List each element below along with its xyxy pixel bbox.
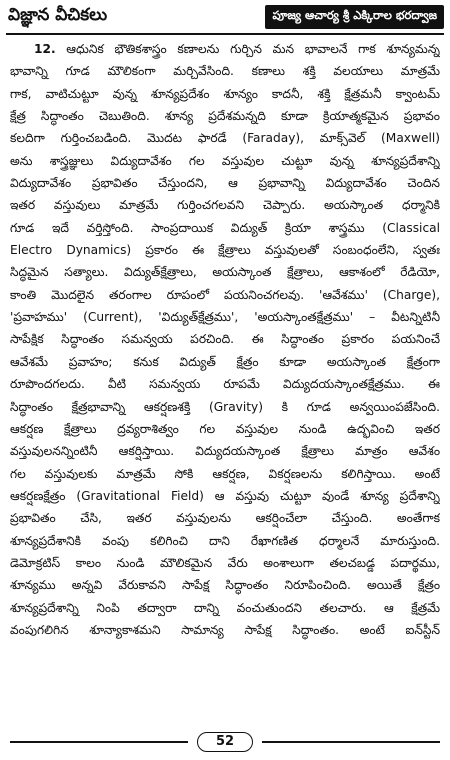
text-line: ఆకర్షణక్షేత్రం (Gravitational Field) ఆ వస్తువు చుట్టూ వుండే శూన్య ప్రదేశాన్ని	[10, 488, 440, 503]
paragraph-number: 12.	[34, 42, 56, 56]
text-line: 'ప్రవాహము' (Current), 'విద్యుత్‌క్షేత్రము', 'అయస్కాంతక్షేత్రము' – వీటన్నిటినీ	[10, 310, 440, 325]
author-badge: పూజ్య ఆచార్య శ్రీ ఎక్కిరాల భరద్వాజ	[265, 5, 444, 29]
text-line: కాంతి మొదలైన తరంగాల రూపంలో పయనించగలవు. 'ఆవేశము' (Charge),	[10, 287, 440, 302]
footer-divider-left	[10, 741, 188, 743]
text-line: ప్రభావితం చేసి, ఇతర వస్తువులను ఆకర్షించేలా చేస్తుంది. అంతేగాక	[10, 511, 440, 526]
text-line: క్షేత్ర సిద్ధాంతం చెబుతింది. శూన్య ప్రదేశమన్నది కూడా క్రియాత్మకమైన ప్రభావం	[10, 109, 440, 124]
text-line: వస్తువులనన్నింటినీ ఆకర్షిస్తాయి. విద్యుదయస్కాంత క్షేత్రాలు మాత్రం ఆవేశం	[10, 444, 440, 459]
text-line: ఇతర వస్తువులు మాత్రమే గుర్తించగలవని చెప్పారు. అయస్కాంత ధర్మానికి	[10, 198, 440, 213]
text-line: భావాన్ని గూడ మౌలికంగా మర్చివేసింది. కణాలు శక్తి వలయాలు మాత్రమే	[10, 64, 440, 79]
text-line: ఆవేశమే ప్రవాహం; కనుక విద్యుత్ క్షేత్రం కూడా అయస్కాంత క్షేత్రంగా	[10, 354, 440, 369]
text-line: విద్యుదావేశం ప్రభావితం చేస్తుందని, ఆ ప్రభావాన్ని విద్యుదావేశం చెందిన	[10, 176, 440, 191]
text-line: శూన్యము అన్నవి వేరుకావని సాపేక్ష సిద్ధాంతం నిరూపించింది. అయితే క్షేత్రం	[10, 578, 440, 593]
footer-divider-right	[262, 741, 440, 743]
text-line: కలదిగా గుర్తించబడింది. మొదట ఫారడే (Faraday), మాక్స్‌వెల్ (Maxwell)	[10, 131, 440, 146]
text-line: గూడ ఇదే వర్తిస్తోంది. సాంప్రదాయిక విద్యుత్ క్రియా శాస్త్రము (Classical	[10, 220, 440, 235]
text-line: Electro Dynamics) ప్రకారం ఈ క్షేత్రాలు వస్తువులతో సంబంధంలేని, స్వతః	[10, 243, 440, 258]
text-line: రూపొందగలదు. వీటి సమన్వయ రూపమే విద్యుదయస్కాంతక్షేత్రము. ఈ	[10, 377, 440, 392]
text-line: గాక, వాటిచుట్టూ వున్న శూన్యప్రదేశం శూన్యం కాదనీ, శక్తి క్షేత్రమనీ క్వాంటమ్	[10, 86, 440, 101]
text-line: సాపేక్షిక సిద్ధాంతం సమన్వయ పరచింది. ఈ సిద్ధాంతం ప్రకారం పయనించే	[10, 332, 440, 347]
text-line: డెమోక్రటిస్ కాలం నుండి మౌలికమైన వేరు అంశాలుగా తలచబడ్డ పదార్థము,	[10, 555, 440, 570]
running-header	[6, 2, 444, 32]
text-line: సిద్ధాంతం క్షేత్రభావాన్ని ఆకర్షణశక్తి (Gravity) కి గూడ అన్వయింపజేసింది.	[10, 399, 440, 414]
text-line: వంపుగలిగిన శూన్యాకాశమని సామాన్య సాపేక్ష సిద్ధాంతం. అంటే ఐన్‌స్టీన్	[10, 622, 440, 637]
text-line: శూన్యప్రదేశాన్ని నింపి తద్వారా దాన్ని వంచుతుందని తలచారు. ఆ క్షేత్రమే	[10, 600, 440, 615]
text-line: ఆకర్షణ క్షేత్రాలు ద్రవ్యరాశిత్వం గల వస్తువుల నుండి ఉద్భవించి ఇతర	[10, 421, 440, 436]
text-line: శూన్యప్రదేశానికి వంపు కలిగించి దాని రేఖాగణిత ధర్మాలనే మారుస్తుంది.	[10, 533, 440, 548]
text-line: గల వస్తువులకు మాత్రమే సోకి ఆకర్షణ, వికర్షణలను కలిగిస్తాయి. అంటే	[10, 466, 440, 481]
header-divider	[6, 33, 444, 35]
text-line	[10, 38, 440, 60]
book-title: విజ్ఞాన వీచికలు	[8, 5, 108, 25]
paragraph-12	[10, 38, 440, 641]
text-line-content: ఆధునిక భౌతికశాస్త్రం కణాలను గుర్చిన మన భావాలనే గాక శూన్యమన్న	[66, 42, 440, 56]
page-number: 52	[197, 732, 253, 752]
text-line: సిద్ధమైన సత్యాలు. విద్యుత్‌క్షేత్రాలు, అయస్కాంత క్షేత్రాలు, ఆకాశంలో రేడియో,	[10, 265, 440, 280]
text-line: అను శాస్త్రజ్ఞులు విద్యుదావేశం గల వస్తువుల చుట్టూ వున్న శూన్యప్రదేశాన్ని	[10, 153, 440, 168]
